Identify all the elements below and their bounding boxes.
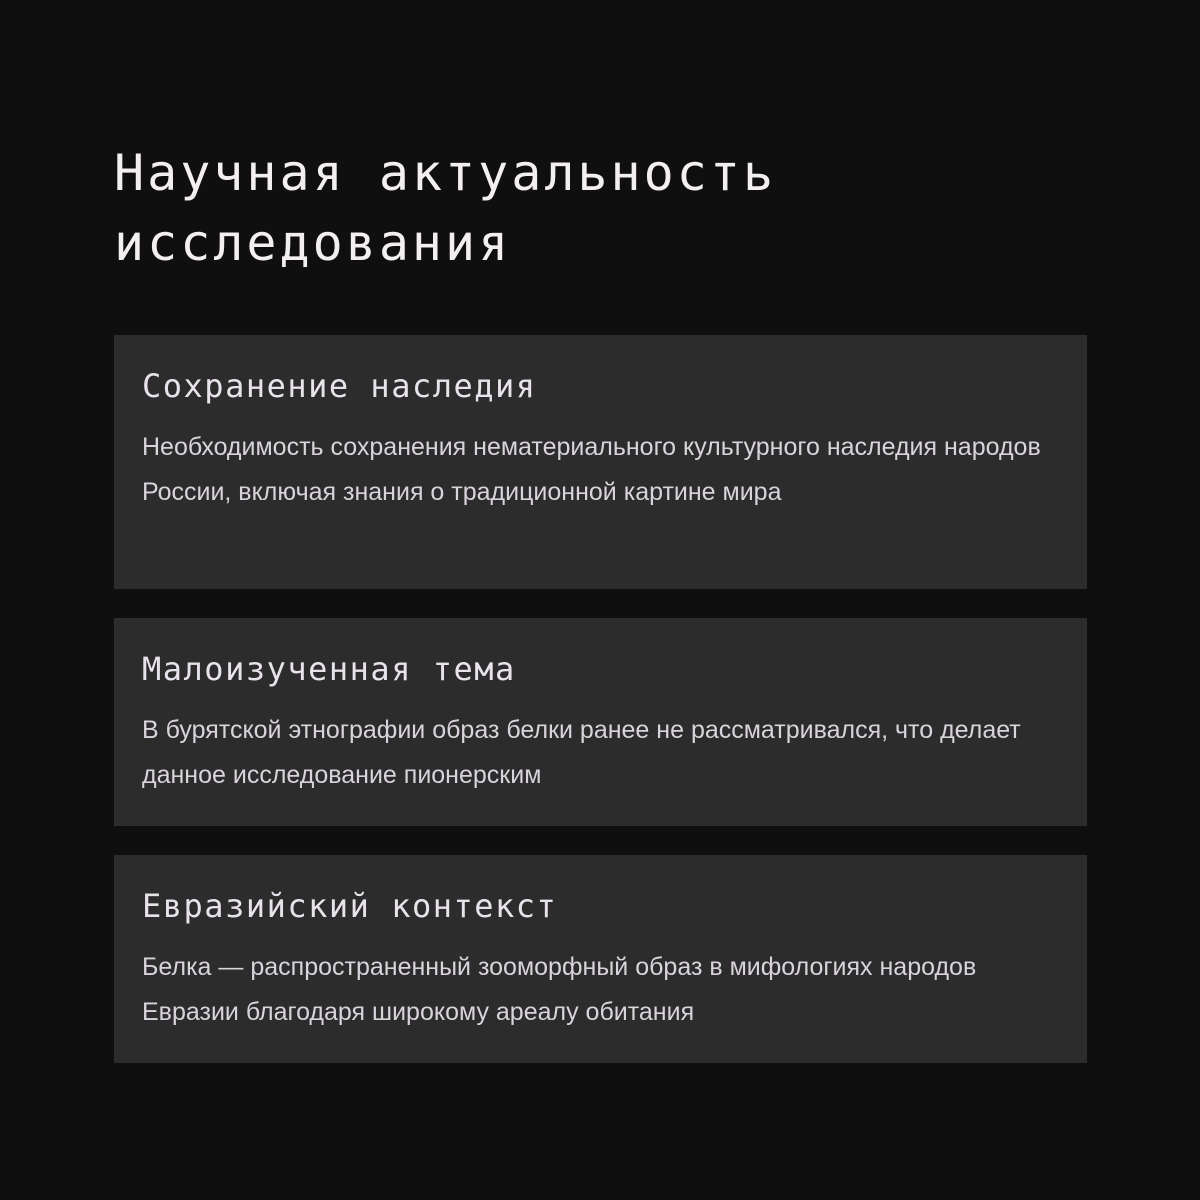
card-text: Необходимость сохранения нематериального культурного наследия народов России, включая знания о традиционной картине мира bbox=[142, 433, 1041, 506]
card-eurasian-context bbox=[114, 855, 1087, 1063]
card-understudied-topic bbox=[114, 618, 1087, 826]
card-title: Евразийский контекст bbox=[142, 887, 558, 925]
card-title: Сохранение наследия bbox=[142, 367, 537, 405]
card-text: В бурятской этнографии образ белки ранее не рассматривался, что делает данное исследование пионерским bbox=[142, 716, 1021, 789]
page-title: Научная актуальность исследования bbox=[114, 144, 777, 272]
card-title: Малоизученная тема bbox=[142, 650, 516, 688]
card-heritage-preservation bbox=[114, 335, 1087, 589]
card-text: Белка — распространенный зооморфный образ в мифологиях народов Евразии благодаря широкому ареалу обитания bbox=[142, 953, 977, 1026]
